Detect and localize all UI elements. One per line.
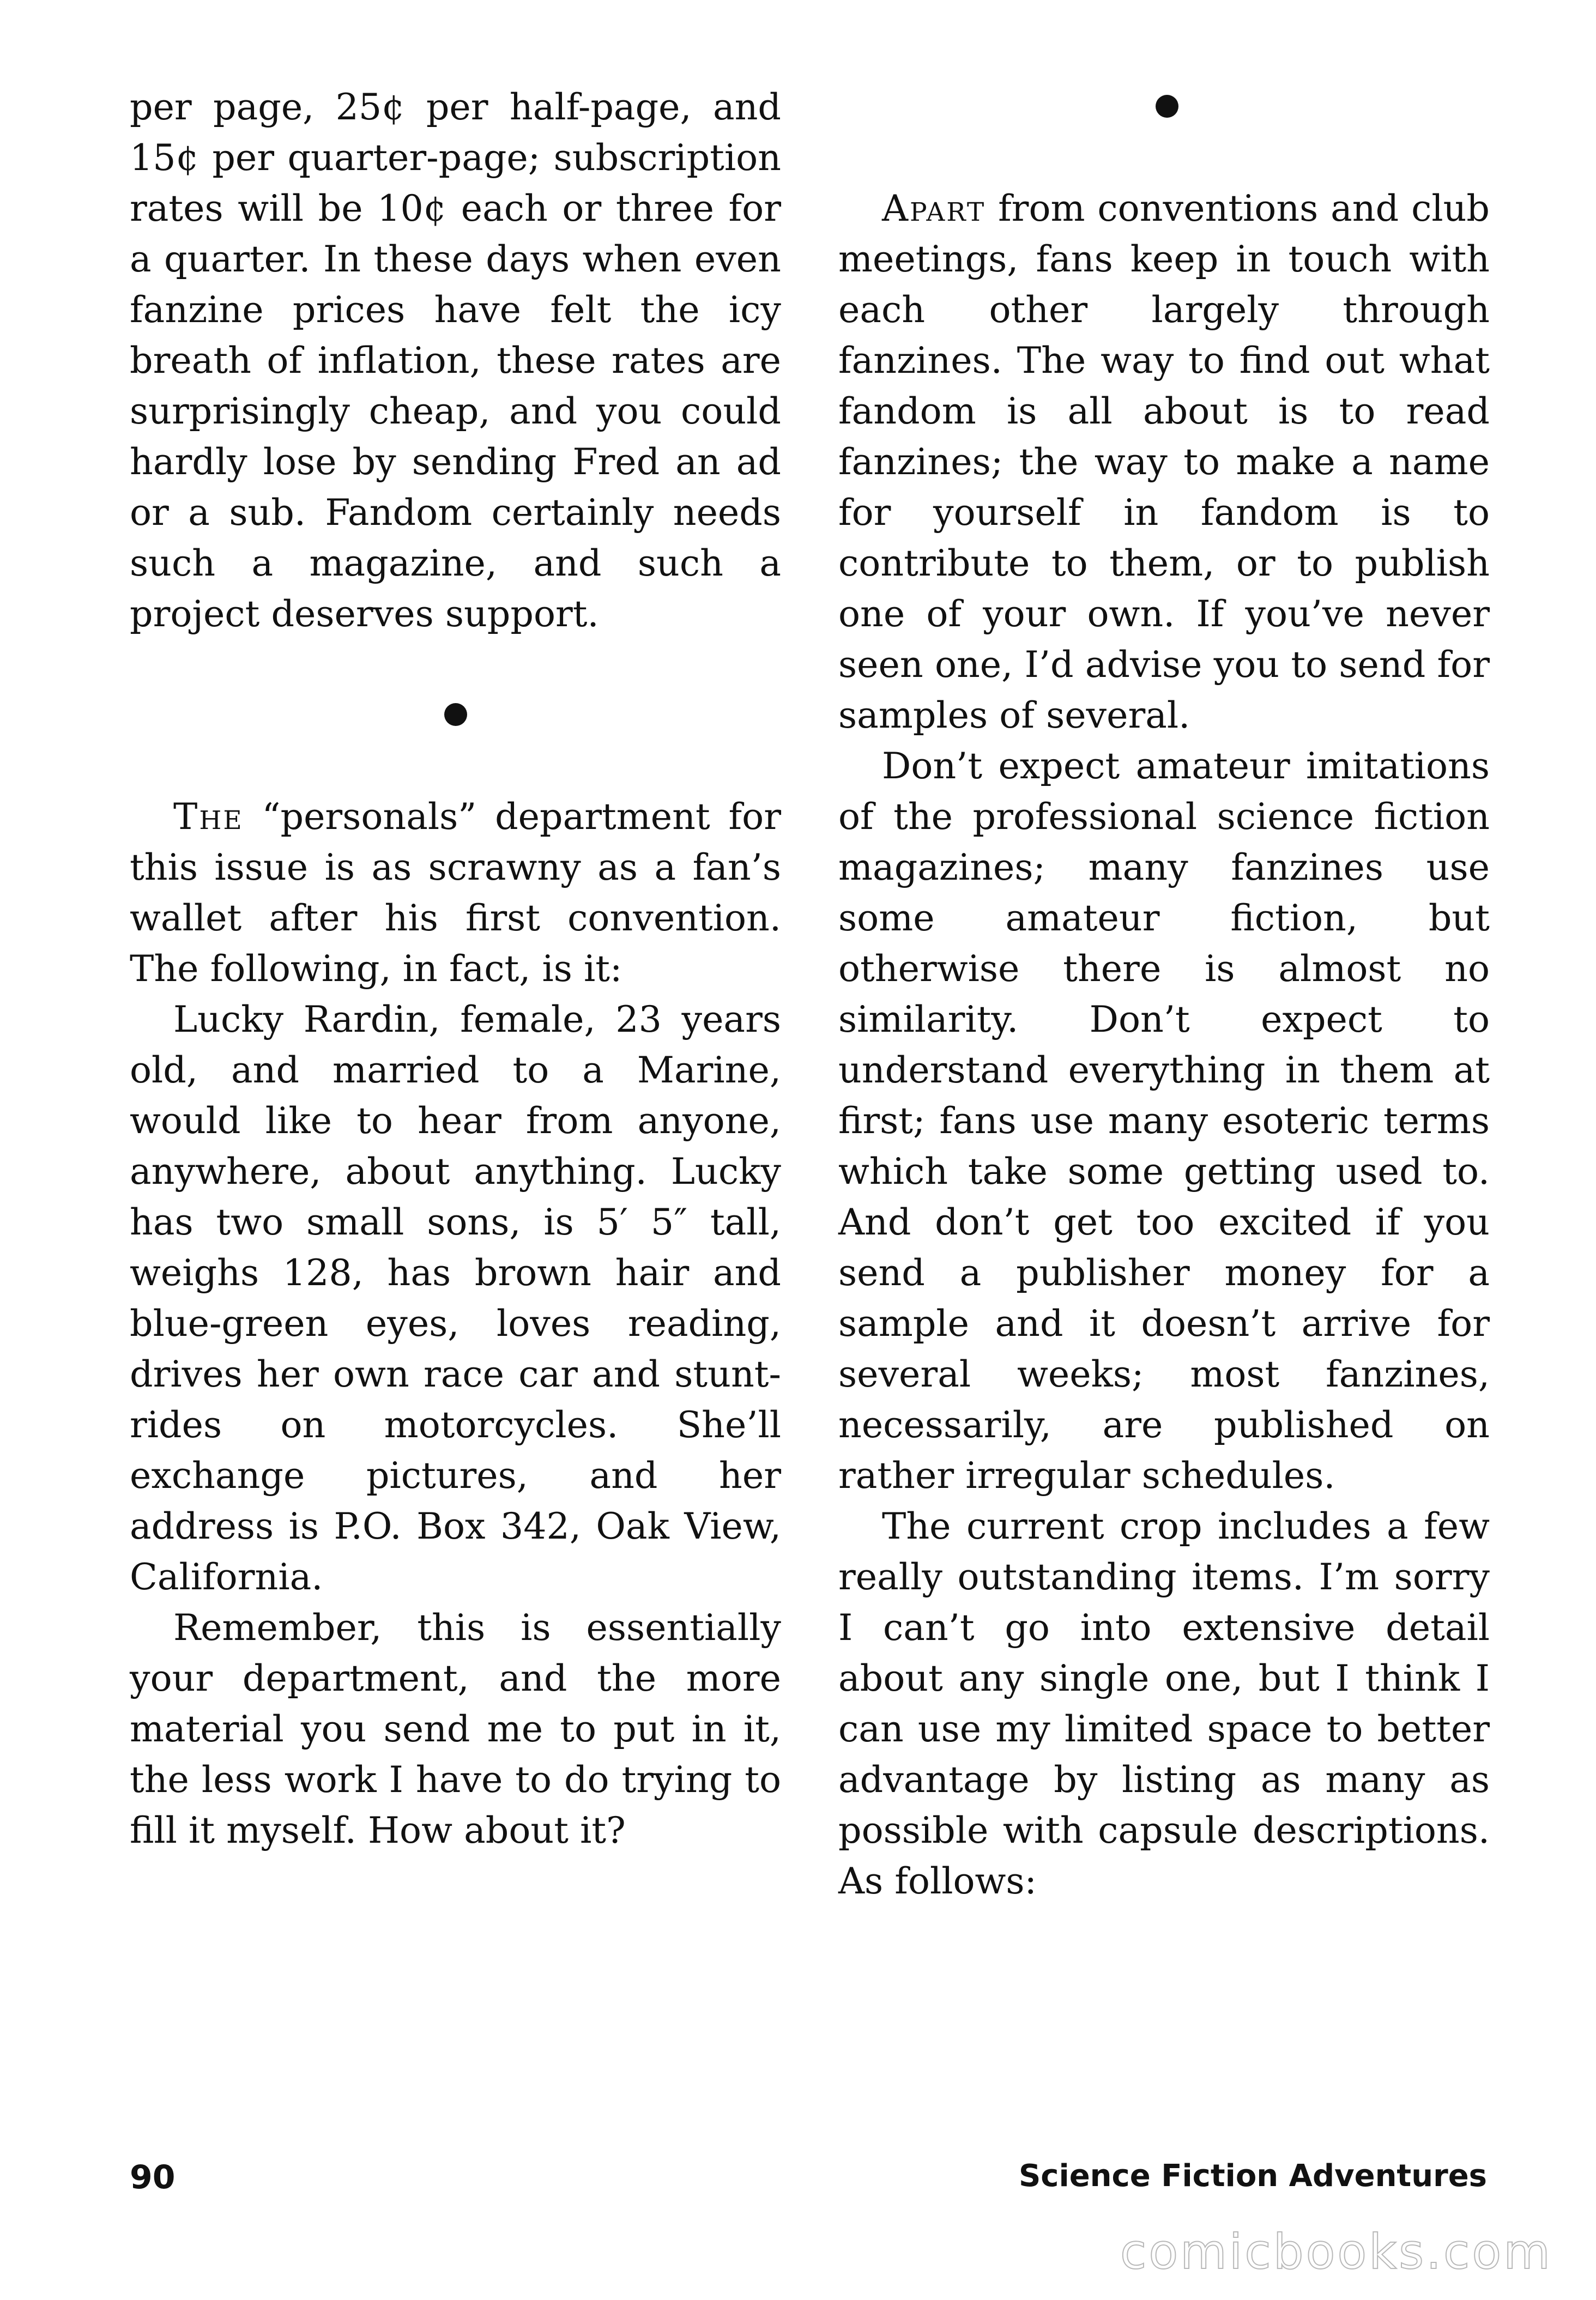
right-column bbox=[838, 82, 1490, 1906]
section-divider-bullet bbox=[130, 690, 781, 741]
watermark-logo: comicbooks.com bbox=[1120, 2224, 1552, 2280]
bullet-dot-icon bbox=[444, 703, 467, 726]
paragraph-call-for-material: Remember, this is essentially your department, and the more material you send me to put in it, the less work I have to do trying to fill it myself. How about it? bbox=[130, 1606, 781, 1851]
paragraph-lead-word: Apart bbox=[882, 187, 986, 229]
paragraph-current-crop: The current crop includes a few really outstanding items. I’m sorry I can’t go into extensive detail about any single one, but I think I can use my limited space to better advantage by listing as many as possible with capsule descriptions. As follows: bbox=[838, 1505, 1490, 1902]
paragraph-personals-intro bbox=[130, 791, 781, 994]
paragraph-text: from conventions and club meetings, fans keep in touch with each other largely through fanzines. The way to find out what fandom is all about is to read fanzines; the way to make a name for yourself in fandom is to contribute to them, or to publish one of your own. If you’ve never seen one, I’d advise you to send for samples of several. bbox=[838, 187, 1490, 736]
spacer bbox=[130, 741, 781, 791]
page-number: 90 bbox=[130, 2158, 176, 2196]
section-divider-bullet bbox=[838, 82, 1490, 132]
paragraph-lead-word: The bbox=[173, 795, 244, 838]
paragraph-personal-ad: Lucky Rardin, female, 23 years old, and married to a Marine, would like to hear from anyone, anywhere, about anything. Lucky has two small sons, is 5′ 5″ tall, weighs 128, has brown hair and blue-green eyes, loves reading, drives her own race car and stunt-rides on motorcycles. She’ll exchange pictures, and her address is P.O. Box 342, Oak View, California. bbox=[130, 998, 781, 1598]
left-column bbox=[130, 82, 781, 1856]
paragraph-fanzines-intro bbox=[838, 183, 1490, 741]
spacer bbox=[130, 639, 781, 690]
paragraph-text: “personals” department for this issue is as scrawny as a fan’s wallet after his first convention. The following, in fact, is it: bbox=[130, 795, 781, 990]
paragraph-fanzine-expectations: Don’t expect amateur imitations of the professional science fiction magazines; many fanzines use some amateur fiction, but otherwise there is almost no similarity. Don’t expect to understand everything in them at first; fans use many esoteric terms which take some getting used to. And don’t get too excited if you send a publisher money for a sample and it doesn’t arrive for several weeks; most fanzines, necessarily, are published on rather irregular schedules. bbox=[838, 745, 1490, 1497]
paragraph-ad-rates: per page, 25¢ per half-page, and 15¢ per quarter-page; subscription rates will be 10¢ each or three for a quarter. In these days when even fanzine prices have felt the icy breath of inflation, these rates are surprisingly cheap, and you could hardly lose by sending Fred an ad or a sub. Fandom certainly needs such a magazine, and such a project deserves support. bbox=[130, 86, 781, 635]
running-footer-title: Science Fiction Adventures bbox=[1018, 2158, 1487, 2194]
spacer bbox=[838, 132, 1490, 183]
bullet-dot-icon bbox=[1156, 95, 1178, 118]
